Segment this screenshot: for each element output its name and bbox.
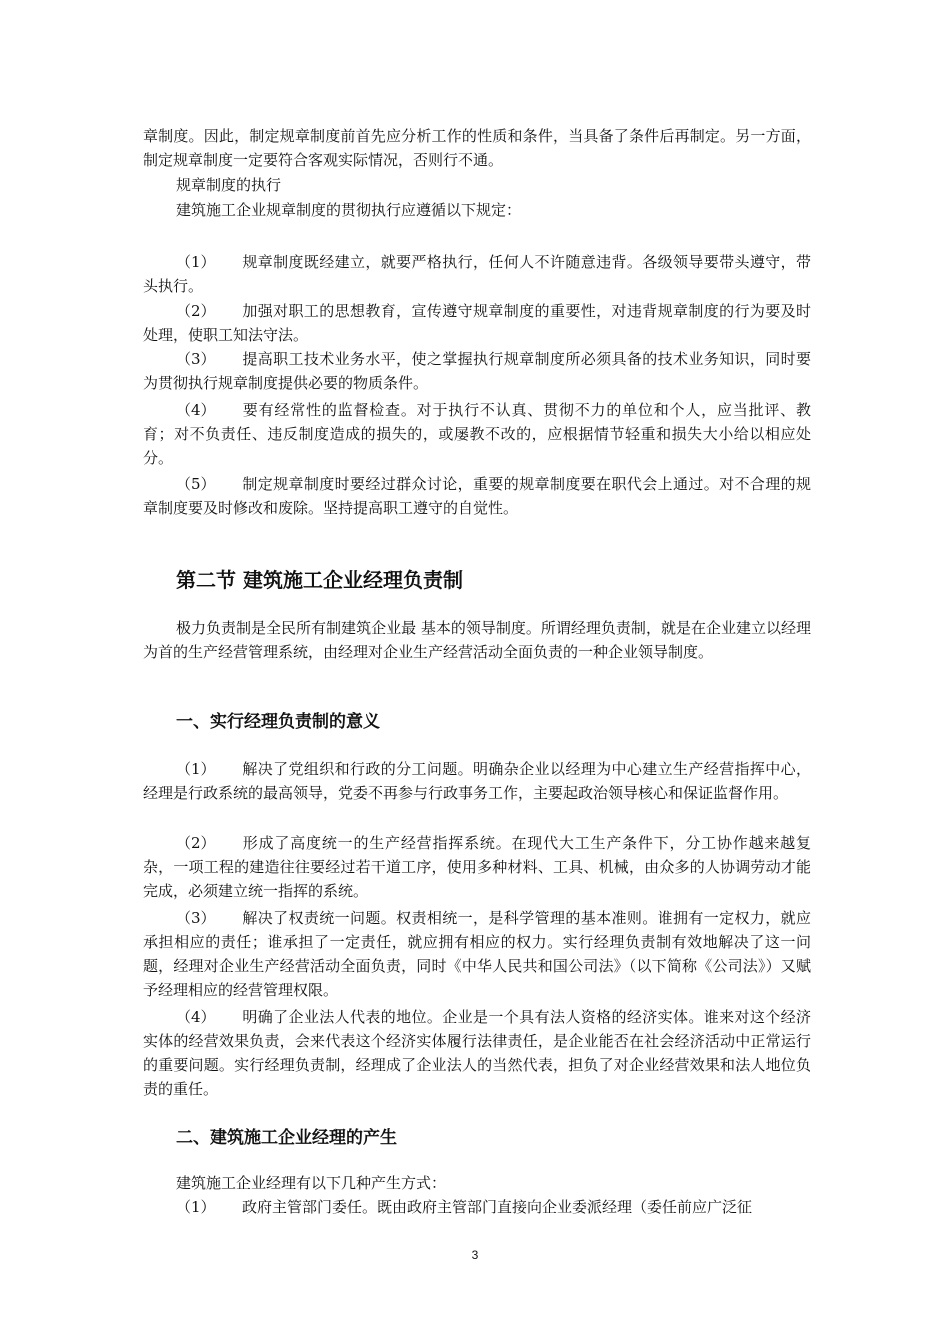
section-heading: 第二节 建筑施工企业经理负责制 (176, 568, 463, 592)
item-text: 明确了企业法人代表的地位。企业是一个具有法人资格的经济实体。谁来对这个经济实体的经营效果负责，会来代表这个经济实体履行法律责任，是企业能否在社会经济活动中正常运行的重要问题。实行经理负责制，经理成了企业法人的当然代表，担负了对企业经营效果和法人地位负责的重任。 (143, 1008, 811, 1098)
list-item (143, 250, 811, 298)
item-number: （1） (176, 1198, 216, 1216)
item-text: 形成了高度统一的生产经营指挥系统。在现代大工生产条件下，分工协作越来越复杂，一项工程的建造往往要经过若干道工序，使用多种材料、工具、机械，由众多的人协调劳动才能完成，必须建立统一指挥的系统。 (143, 834, 811, 900)
item-number: （1） (176, 760, 216, 778)
item-number: （1） (176, 253, 216, 271)
paragraph: 极力负责制是全民所有制建筑企业最 基本的领导制度。所谓经理负责制，就是在企业建立以经理为首的生产经营管理系统，由经理对企业生产经营活动全面负责的一种企业领导制度。 (143, 619, 811, 661)
list-item (143, 1195, 811, 1219)
list-item (143, 347, 811, 395)
list-item (143, 831, 811, 903)
item-text: 解决了权责统一问题。权责相统一，是科学管理的基本准则。谁拥有一定权力，就应承担相应的责任；谁承担了一定责任，就应拥有相应的权力。实行经理负责制有效地解决了这一问题，经理对企业生产经营活动全面负责，同时《中华人民共和国公司法》（以下简称《公司法》）又赋予经理相应的经营管理权限。 (143, 909, 811, 999)
paragraph: 建筑施工企业经理有以下几种产生方式： (176, 1174, 447, 1192)
item-text: 提高职工技术业务水平，使之掌握执行规章制度所必须具备的技术业务知识，同时要为贯彻执行规章制度提供必要的物质条件。 (143, 350, 811, 392)
list-item (143, 906, 811, 1002)
paragraph: 建筑施工企业规章制度的贯彻执行应遵循以下规定： (176, 201, 522, 219)
item-text: 规章制度既经建立，就要严格执行，任何人不许随意违背。各级领导要带头遵守，带头执行。 (143, 253, 811, 295)
item-text: 要有经常性的监督检查。对于执行不认真、贯彻不力的单位和个人，应当批评、教育；对不负责任、违反制度造成的损失的，或屡教不改的，应根据情节轻重和损失大小给以相应处分。 (143, 401, 811, 467)
item-number: （5） (176, 475, 216, 493)
subsection-heading: 一、实行经理负责制的意义 (176, 712, 380, 732)
item-text: 制定规章制度时要经过群众讨论，重要的规章制度要在职代会上通过。对不合理的规章制度要及时修改和废除。坚持提高职工遵守的自觉性。 (143, 475, 811, 517)
item-number: （4） (176, 1008, 216, 1026)
item-text: 解决了党组织和行政的分工问题。明确杂企业以经理为中心建立生产经营指挥中心，经理是行政系统的最高领导，党委不再参与行政事务工作，主要起政治领导核心和保证监督作用。 (143, 760, 811, 802)
item-number: （2） (176, 302, 216, 320)
sub-heading: 规章制度的执行 (176, 176, 282, 194)
list-item (143, 398, 811, 470)
page-number: 3 (471, 1248, 479, 1262)
list-item (143, 299, 811, 347)
item-text: 加强对职工的思想教育，宣传遵守规章制度的重要性，对违背规章制度的行为要及时处理，使职工知法守法。 (143, 302, 811, 344)
item-number: （4） (176, 401, 216, 419)
paragraph: 章制度。因此，制定规章制度前首先应分析工作的性质和条件，当具备了条件后再制定。另一方面，制定规章制度一定要符合客观实际情况，否则行不通。 (143, 127, 811, 169)
subsection-heading: 二、建筑施工企业经理的产生 (176, 1128, 397, 1148)
item-number: （3） (176, 350, 216, 368)
list-item (143, 1005, 811, 1101)
list-item (143, 757, 811, 805)
list-item (143, 472, 811, 520)
item-number: （2） (176, 834, 216, 852)
item-text: 政府主管部门委任。既由政府主管部门直接向企业委派经理（委任前应广泛征 (242, 1198, 753, 1216)
item-number: （3） (176, 909, 216, 927)
